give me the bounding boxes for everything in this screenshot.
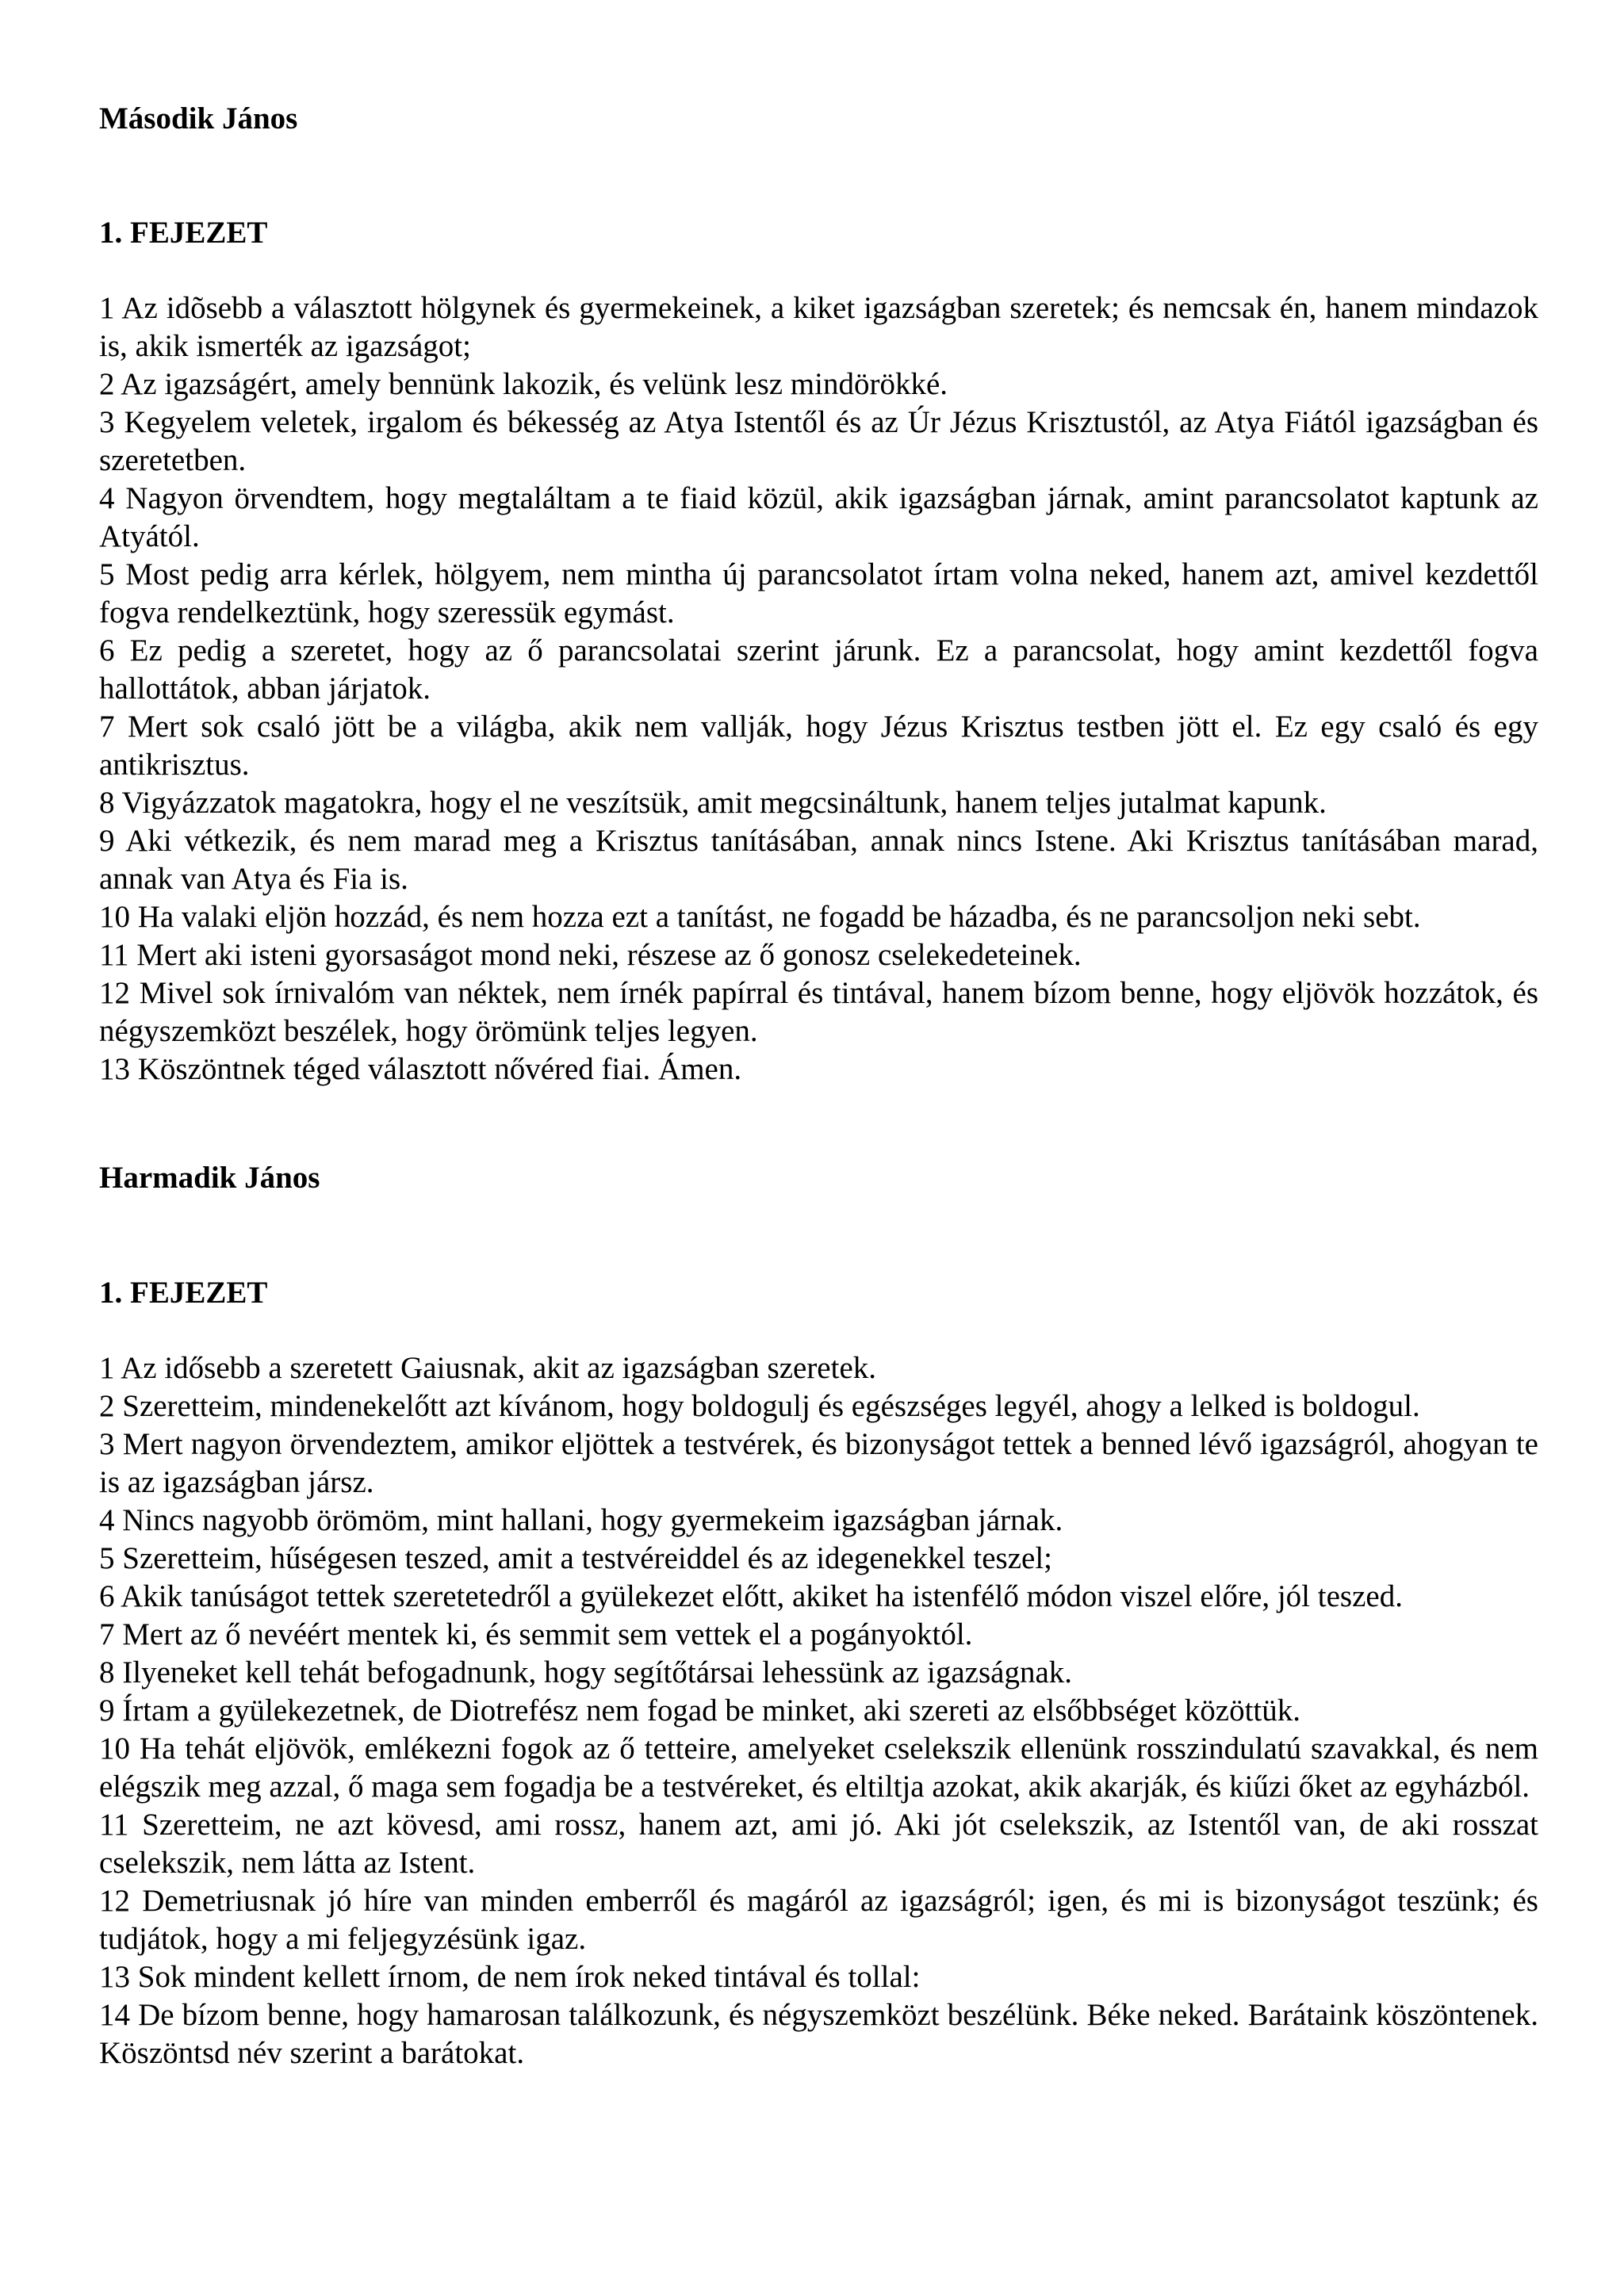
chapter-title-third-john: 1. FEJEZET — [99, 1276, 268, 1310]
verse-5: 5 Most pedig arra kérlek, hölgyem, nem mintha új parancsolatot írtam volna neked, hanem azt, amivel kezdettől fogva rendelkeztünk, hogy szeressük egymást. — [99, 557, 1538, 629]
book-title-second-john: Második János — [99, 101, 298, 136]
verse-6: 6 Akik tanúságot tettek szeretetedről a gyülekezet előtt, akiket ha istenfélő módon viszel előre, jól teszed. — [99, 1579, 1403, 1613]
verse-5: 5 Szeretteim, hűségesen teszed, amit a testvéreiddel és az idegenekkel teszel; — [99, 1541, 1052, 1575]
verse-4: 4 Nagyon örvendtem, hogy megtaláltam a te fiaid közül, akik igazságban járnak, amint parancsolatot kaptunk az Atyától. — [99, 481, 1538, 553]
verse-13: 13 Sok mindent kellett írnom, de nem írok neked tintával és tollal: — [99, 1960, 921, 1994]
verse-12: 12 Mivel sok írnivalóm van néktek, nem írnék papírral és tintával, hanem bízom benne, hogy eljövök hozzátok, és négyszemközt beszélek, hogy örömünk teljes legyen. — [99, 976, 1538, 1048]
verse-11: 11 Szeretteim, ne azt kövesd, ami rossz, hanem azt, ami jó. Aki jót cselekszik, az Istentől van, de aki rosszat cselekszik, nem látta az Istent. — [99, 1808, 1538, 1880]
verse-6: 6 Ez pedig a szeretet, hogy az ő parancsolatai szerint járunk. Ez a parancsolat, hogy amint kezdettől fogva hallottátok, abban járjatok. — [99, 633, 1538, 706]
verse-2: 2 Az igazságért, amely bennünk lakozik, és velünk lesz mindörökké. — [99, 367, 948, 401]
chapter-title-second-john: 1. FEJEZET — [99, 216, 268, 250]
verse-12: 12 Demetriusnak jó híre van minden emberről és magáról az igazságról; igen, és mi is bizonyságot teszünk; és tudjátok, hogy a mi feljegyzésünk igaz. — [99, 1884, 1538, 1956]
verse-14: 14 De bízom benne, hogy hamarosan találkozunk, és négyszemközt beszélünk. Béke neked. Barátaink köszöntenek. Köszöntsd név szerint a barátokat. — [99, 1998, 1538, 2070]
verse-1: 1 Az idősebb a szeretett Gaiusnak, akit az igazságban szeretek. — [99, 1351, 877, 1385]
verse-11: 11 Mert aki isteni gyorsaságot mond neki, részese az ő gonosz cselekedeteinek. — [99, 938, 1082, 972]
verse-list-second-john — [99, 289, 1538, 1089]
book-title-third-john: Harmadik János — [99, 1161, 320, 1195]
verse-3: 3 Mert nagyon örvendeztem, amikor eljöttek a testvérek, és bizonyságot tettek a benned lévő igazságról, ahogyan te is az igazságban jársz. — [99, 1427, 1538, 1499]
verse-list-third-john — [99, 1349, 1538, 2072]
verse-10: 10 Ha valaki eljön hozzád, és nem hozza ezt a tanítást, ne fogadd be házadba, és ne parancsoljon neki sebt. — [99, 900, 1421, 934]
verse-8: 8 Ilyeneket kell tehát befogadnunk, hogy segítőtársai lehessünk az igazságnak. — [99, 1655, 1073, 1689]
verse-7: 7 Mert az ő nevéért mentek ki, és semmit sem vettek el a pogányoktól. — [99, 1617, 973, 1651]
verse-4: 4 Nincs nagyobb örömöm, mint hallani, hogy gyermekeim igazságban járnak. — [99, 1503, 1063, 1537]
verse-9: 9 Írtam a gyülekezetnek, de Diotrefész nem fogad be minket, aki szereti az elsőbbséget közöttük. — [99, 1693, 1301, 1728]
verse-2: 2 Szeretteim, mindenekelőtt azt kívánom, hogy boldogulj és egészséges legyél, ahogy a lelked is boldogul. — [99, 1389, 1420, 1423]
verse-10: 10 Ha tehát eljövök, emlékezni fogok az ő tetteire, amelyeket cselekszik ellenünk rosszindulatú szavakkal, és nem elégszik meg azzal, ő maga sem fogadja be a testvéreket, és eltiltja azokat, akik akarják, és kiűzi őket az egyházból. — [99, 1732, 1538, 1804]
verse-3: 3 Kegyelem veletek, irgalom és békesség az Atya Istentől és az Úr Jézus Krisztustól, az Atya Fiától igazságban és szeretetben. — [99, 405, 1538, 477]
verse-7: 7 Mert sok csaló jött be a világba, akik nem vallják, hogy Jézus Krisztus testben jött el. Ez egy csaló és egy antikrisztus. — [99, 710, 1538, 782]
verse-13: 13 Köszöntnek téged választott nővéred fiai. Ámen. — [99, 1052, 742, 1086]
verse-9: 9 Aki vétkezik, és nem marad meg a Krisztus tanításában, annak nincs Istene. Aki Krisztus tanításában marad, annak van Atya és Fia is. — [99, 824, 1538, 896]
verse-1: 1 Az idõsebb a választott hölgynek és gyermekeinek, a kiket igazságban szeretek; és nemcsak én, hanem mindazok is, akik ismerték az igazságot; — [99, 291, 1538, 363]
verse-8: 8 Vigyázzatok magatokra, hogy el ne veszítsük, amit megcsináltunk, hanem teljes jutalmat kapunk. — [99, 786, 1327, 820]
